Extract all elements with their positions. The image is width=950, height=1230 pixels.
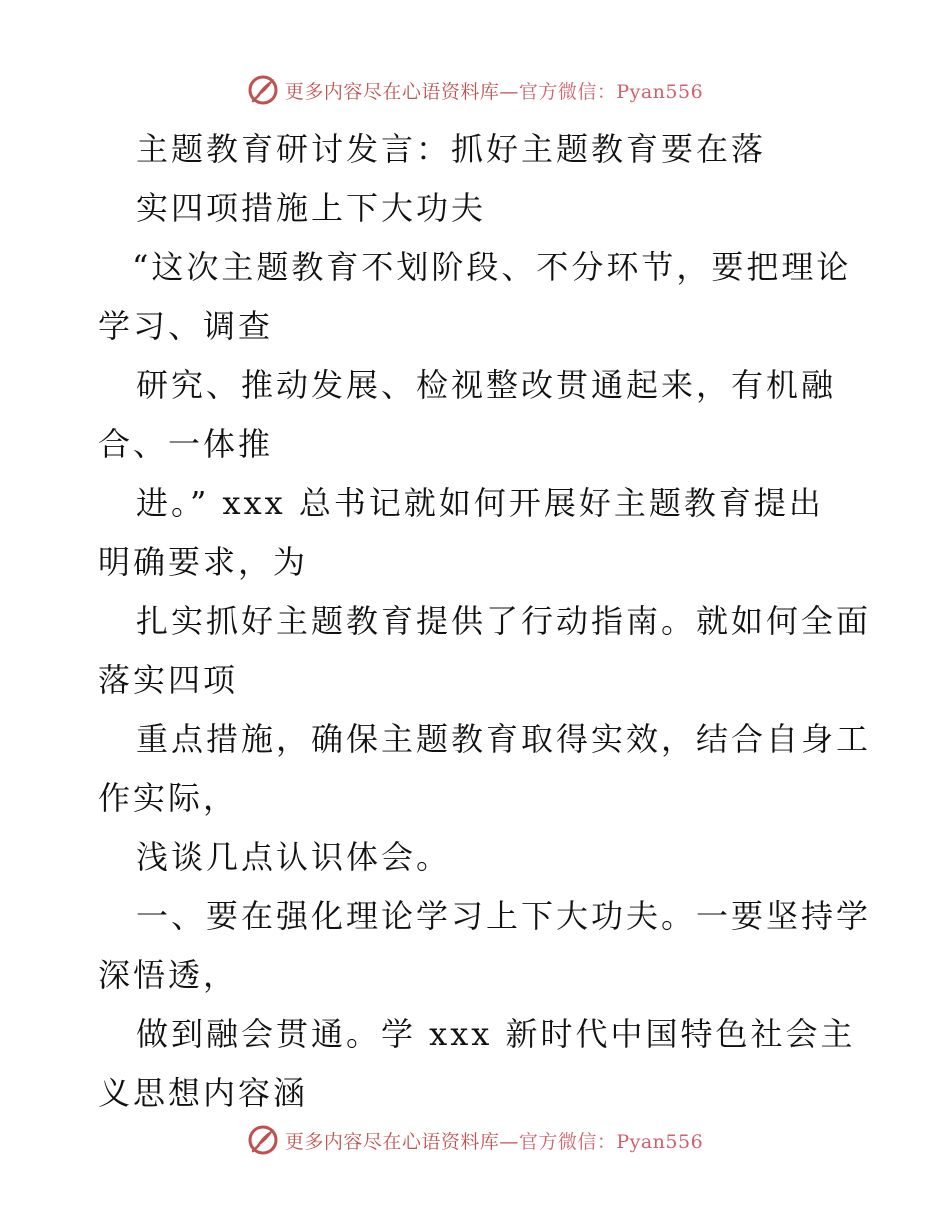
body-line: 扎实抓好主题教育提供了行动指南。就如何全面 — [136, 602, 872, 640]
body-line: 重点措施，确保主题教育取得实效，结合自身工 — [136, 720, 872, 758]
banner-text — [285, 1127, 703, 1154]
body-line: 落实四项 — [98, 661, 239, 699]
document-body — [98, 120, 872, 1123]
header-banner — [0, 70, 950, 110]
body-line: 进。” xxx 总书记就如何开展好主题教育提出 — [136, 484, 824, 522]
banner-wechat: 官方微信：Pyan556 — [518, 1130, 704, 1153]
body-line: 深悟透， — [98, 956, 239, 994]
title-line-2: 实四项措施上下大功夫 — [136, 189, 487, 227]
body-line: 明确要求，为 — [98, 543, 309, 581]
body-line: 作实际， — [98, 779, 239, 817]
body-line: 合、一体推 — [98, 425, 274, 463]
footer-banner — [0, 1120, 950, 1160]
banner-separator: — — [499, 80, 519, 103]
title-line-1: 主题教育研讨发言：抓好主题教育要在落 — [136, 130, 767, 168]
banner-wechat: 官方微信：Pyan556 — [518, 80, 704, 103]
section-heading-line: 一、要在强化理论学习上下大功夫。一要坚持学 — [136, 897, 872, 935]
banner-brand: 更多内容尽在心语资料库 — [284, 80, 500, 103]
body-line: 浅谈几点认识体会。 — [136, 838, 452, 876]
banner-separator: — — [499, 1130, 519, 1153]
banner-text — [285, 77, 703, 104]
body-line: 研究、推动发展、检视整改贯通起来，有机融 — [136, 366, 837, 404]
body-line: “这次主题教育不划阶段、不分环节，要把理论 — [132, 248, 852, 286]
body-line: 学习、调查 — [98, 307, 274, 345]
feather-pen-logo-icon — [247, 74, 279, 106]
body-line: 义思想内容涵 — [98, 1074, 309, 1112]
body-line: 做到融会贯通。学 xxx 新时代中国特色社会主 — [136, 1015, 856, 1053]
banner-brand: 更多内容尽在心语资料库 — [284, 1130, 500, 1153]
feather-pen-logo-icon — [247, 1124, 279, 1156]
